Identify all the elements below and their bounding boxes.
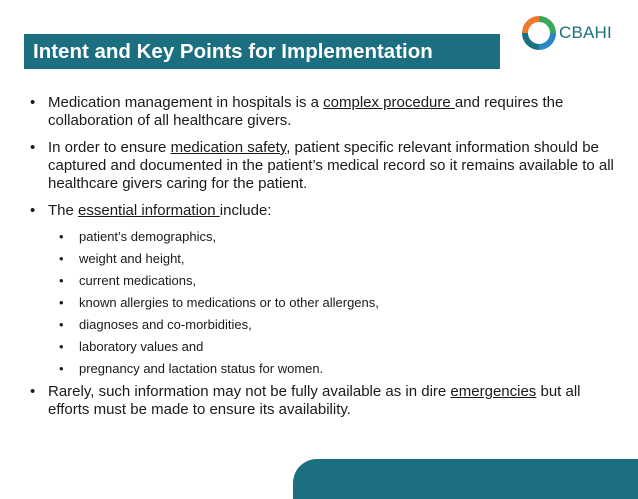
- slide-title: Intent and Key Points for Implementation: [24, 34, 500, 69]
- bullet-icon: •: [59, 229, 64, 244]
- sub-list-item: [59, 251, 620, 267]
- footer-decoration: [293, 459, 638, 499]
- bullet-icon: •: [59, 251, 64, 266]
- text: but all efforts must be made to ensure its availability.: [48, 383, 581, 418]
- text: The: [48, 202, 79, 219]
- sub-list-item: [59, 317, 620, 333]
- sub-item-text: current medications,: [79, 273, 197, 288]
- text: and requires the collaboration of all healthcare givers.: [48, 94, 564, 129]
- bullet-icon: •: [59, 361, 64, 376]
- bullet-icon: •: [30, 202, 36, 219]
- bullet-icon: •: [30, 139, 36, 156]
- hyperlink-emergencies[interactable]: emergencies: [450, 383, 537, 400]
- sub-item-text: patient’s demographics,: [79, 229, 217, 244]
- sub-item-text: pregnancy and lactation status for women.: [79, 361, 324, 376]
- sub-list-item: [59, 361, 620, 377]
- bullet-icon: •: [30, 94, 36, 111]
- list-item: [30, 94, 620, 130]
- hyperlink-complex-procedure[interactable]: complex procedure: [323, 94, 455, 111]
- sub-bullet-list: [30, 229, 620, 377]
- text: include:: [219, 202, 272, 219]
- list-item: [30, 202, 620, 220]
- sub-list-item: [59, 339, 620, 355]
- bullet-list: [30, 94, 620, 428]
- hyperlink-essential-information[interactable]: essential information: [78, 202, 220, 219]
- hyperlink-medication-safety[interactable]: medication safety: [170, 139, 287, 156]
- sub-item-text: laboratory values and: [79, 339, 204, 354]
- text: , patient specific relevant information should be captured and documented in the patient’s medical record so it remains available to all healthcare givers caring for the patient.: [48, 139, 614, 192]
- text: Rarely, such information may not be fully available as in dire: [48, 383, 451, 400]
- list-item: [30, 383, 620, 419]
- sub-item-text: known allergies to medications or to other allergens,: [79, 295, 379, 310]
- bullet-icon: •: [59, 339, 64, 354]
- text: Medication management in hospitals is a: [48, 94, 324, 111]
- bullet-icon: •: [59, 317, 64, 332]
- sub-list-item: [59, 295, 620, 311]
- logo-text: CBAHI: [559, 23, 612, 42]
- sub-list-item: [59, 273, 620, 289]
- bullet-icon: •: [59, 273, 64, 288]
- sub-item-text: weight and height,: [79, 251, 185, 266]
- sub-item-text: diagnoses and co-morbidities,: [79, 317, 252, 332]
- text: In order to ensure: [48, 139, 171, 156]
- cbahi-logo: [522, 16, 632, 50]
- bullet-icon: •: [30, 383, 36, 400]
- list-item: [30, 139, 620, 193]
- bullet-icon: •: [59, 295, 64, 310]
- sub-list-item: [59, 229, 620, 245]
- cbahi-logo-icon: [522, 16, 556, 50]
